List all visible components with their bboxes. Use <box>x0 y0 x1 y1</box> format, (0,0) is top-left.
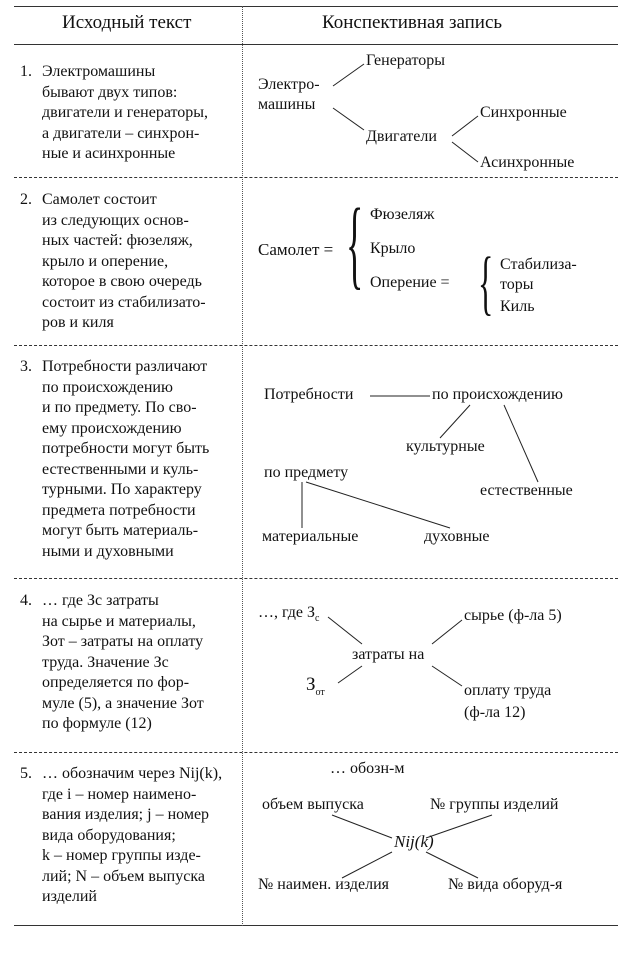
row-3-root: Потребности <box>264 386 354 403</box>
row-1-source-text: Электромашины бывают двух типов: двигатели и генераторы, а двигатели – синхрон- ные и асинхронные <box>42 63 209 162</box>
row-5-bottom-left: № наимен. изделия <box>258 876 390 893</box>
row-1-root-line1: Электро- <box>258 76 320 93</box>
row-1-root-line2: машины <box>258 96 316 113</box>
row-5-top-right: № группы изделий <box>430 796 559 813</box>
row-2-sub2: Киль <box>500 298 535 315</box>
row-4-center: затраты на <box>352 646 425 663</box>
row-4-left-top: …, где $З_с$ <box>258 604 320 625</box>
source-column-header: Исходный текст <box>62 12 192 33</box>
row-3-material: материальные <box>262 528 359 545</box>
row-5-bottom-right: № вида оборуд-я <box>448 876 563 893</box>
row-2-sub1-line2: торы <box>500 276 534 293</box>
row-4-right-top: сырье (ф-ла 5) <box>464 607 562 624</box>
row-5-center: Nij(k) <box>394 832 434 851</box>
row-1-number: 1. <box>20 63 32 80</box>
row-4-number: 4. <box>20 592 32 609</box>
row-5-source-text: … обозначим через Nij(k), где i – номер наимено- вания изделия; j – номер вида оборудования; k – номер группы изде- лий; N – объем выпуска изделий <box>42 765 223 905</box>
row-2-part2: Крыло <box>370 240 416 257</box>
row-2-source-text: Самолет состоит из следующих основ- ных частей: фюзеляж, крыло и оперение, которое в свою очередь состоит из стабилизато- ров и киля <box>42 191 206 331</box>
row-4-right-bottom-line1: оплату труда <box>464 682 552 699</box>
row-1-async: Асинхронные <box>480 154 575 171</box>
row-2-part3: Оперение = <box>370 274 450 291</box>
row-5-number: 5. <box>20 765 32 782</box>
row-4-left-bottom: $З_{от}$ <box>306 674 325 698</box>
row-4-right-bottom-line2: (ф-ла 12) <box>464 704 526 721</box>
row-4-source-text: … где Зс затраты на сырье и материалы, Зот – затраты на оплату труда. Значение Зс определяется по фор- муле (5), а значение Зот по формуле (12) <box>42 592 204 732</box>
row-2-root: Самолет = <box>258 240 334 259</box>
row-3-spiritual: духовные <box>424 528 490 545</box>
row-3-number: 3. <box>20 358 32 375</box>
summary-column-header: Конспективная запись <box>322 12 503 33</box>
row-3-cultural: культурные <box>406 438 485 455</box>
row-3-subject: по предмету <box>264 464 349 481</box>
row-2-number: 2. <box>20 191 32 208</box>
row-2-brace-small: { <box>478 243 494 323</box>
row-2-part1: Фюзеляж <box>370 206 435 223</box>
row-3-origin: по происхождению <box>432 386 563 403</box>
row-1-generators: Генераторы <box>366 52 446 69</box>
row-3-natural: естественные <box>480 482 573 499</box>
row-1-sync: Синхронные <box>480 104 567 121</box>
row-2-brace-large: { <box>346 189 364 299</box>
row-5-top-left: объем выпуска <box>262 796 364 813</box>
row-3-source-text: Потребности различают по происхождению и по предмету. По сво- ему происхождению потребности могут быть естественными и куль- турными. По характеру предмета потребности могут быть материаль- ными и духовными <box>42 358 210 560</box>
row-2-sub1-line1: Стабилиза- <box>500 256 577 273</box>
row-5-title: … обозн-м <box>330 760 405 777</box>
row-1-motors: Двигатели <box>366 128 437 145</box>
